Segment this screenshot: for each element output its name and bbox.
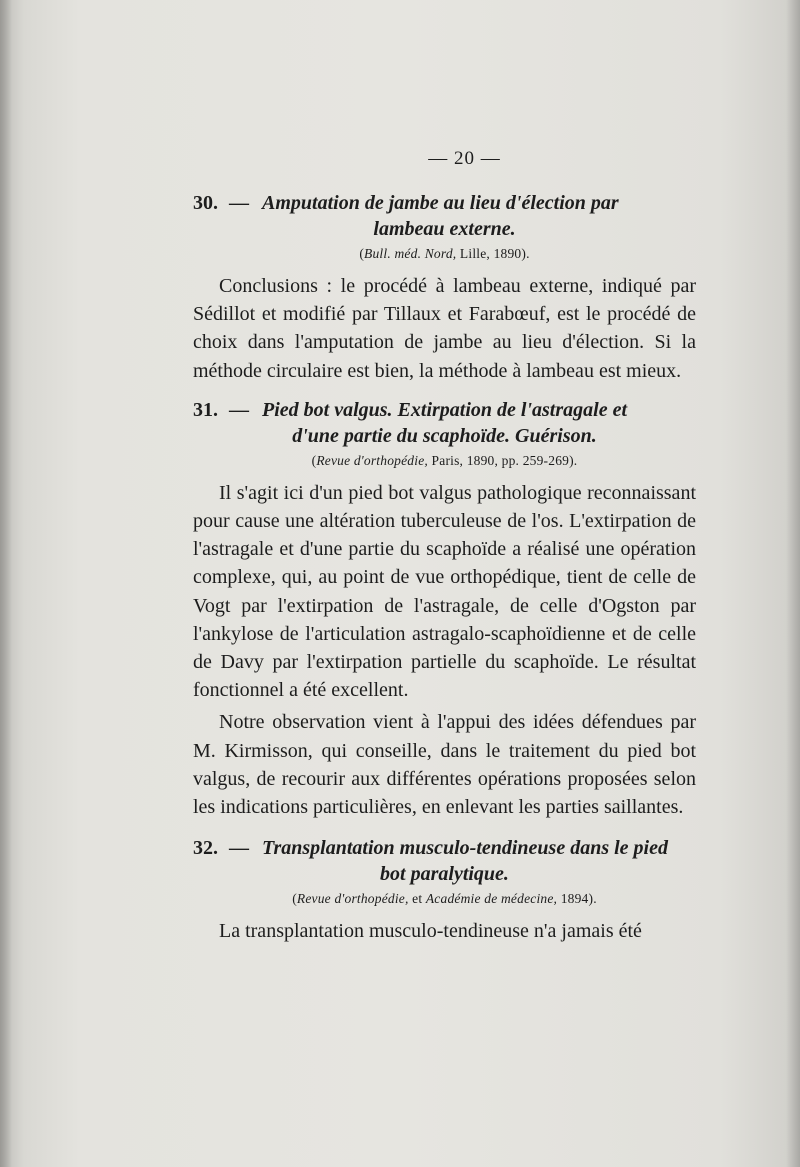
- entry-30: [193, 190, 696, 385]
- source-details: Paris, 1890, pp. 259-269).: [427, 452, 578, 468]
- source-journal: Revue d'orthopédie,: [316, 452, 428, 468]
- entry-title: [193, 835, 696, 887]
- entry-number: 32.: [193, 837, 218, 860]
- entry-31: [193, 397, 696, 821]
- entry-source: (Revue d'orthopédie, Paris, 1890, pp. 259-269).: [311, 452, 578, 468]
- paragraph: La transplantation musculo-tendineuse n'a jamais été: [219, 920, 642, 943]
- page-number: — 20 —: [428, 148, 501, 169]
- entry-source: (Bull. méd. Nord, Lille, 1890).: [359, 246, 530, 261]
- entry-dash: —: [229, 398, 249, 421]
- entry-title-line2: d'une partie du scaphoïde. Guérison.: [292, 424, 597, 447]
- paragraph: Conclusions : le procédé à lambeau externe, indiqué par Sédillot et modifié par Tillaux et Farabœuf, est le procédé de choix dans l'amputation de jambe au lieu d'élection. Si la méthode circulaire est bien, la méthode à lambeau est mieux.: [193, 275, 696, 382]
- entry-dash: —: [229, 192, 249, 214]
- entry-title-line1: Amputation de jambe au lieu d'élection par: [262, 192, 619, 214]
- source-journal-2: Académie de médecine,: [425, 891, 558, 907]
- entry-title: [193, 397, 696, 449]
- text-block: [193, 148, 696, 945]
- source-details: 1894).: [557, 891, 597, 907]
- entry-title: [193, 190, 696, 242]
- entry-number: 31.: [193, 398, 218, 421]
- source-details: Lille, 1890).: [456, 246, 530, 261]
- entry-title-line2: bot paralytique.: [380, 863, 509, 886]
- entry-source: (Revue d'orthopédie, et Académie de médecine, 1894).: [292, 891, 597, 907]
- entry-number: 30.: [193, 192, 218, 214]
- source-journal: Revue d'orthopédie,: [296, 891, 409, 907]
- entry-32: [193, 835, 696, 945]
- entry-title-line1: Transplantation musculo-tendineuse dans le pied: [262, 837, 668, 860]
- source-journal: Bull. méd. Nord,: [364, 246, 457, 261]
- paragraph: Notre observation vient à l'appui des idées défendues par M. Kirmisson, qui conseille, dans le traitement du pied bot valgus, de recourir aux différentes opérations proposées selon les indications particulières, en enlevant les parties saillantes.: [193, 711, 696, 819]
- entry-title-line2: lambeau externe.: [373, 218, 516, 240]
- source-mid: et: [408, 891, 426, 907]
- entry-title-line1: Pied bot valgus. Extirpation de l'astragale et: [262, 398, 627, 421]
- paragraph: Il s'agit ici d'un pied bot valgus pathologique reconnaissant pour cause une altération tuberculeuse de l'os. L'extirpation de l'astragale et d'une partie du scaphoïde a réalisé une opération complexe, qui, au point de vue orthopédique, tient de celle de Vogt par l'extirpation de l'astragale, de celle d'Ogston par l'ankylose de l'articulation astragalo-scaphoïdienne et de celle de Davy par l'extirpation partielle du scaphoïde. Le résultat fonctionnel a été excellent.: [193, 481, 696, 702]
- entry-dash: —: [229, 837, 249, 860]
